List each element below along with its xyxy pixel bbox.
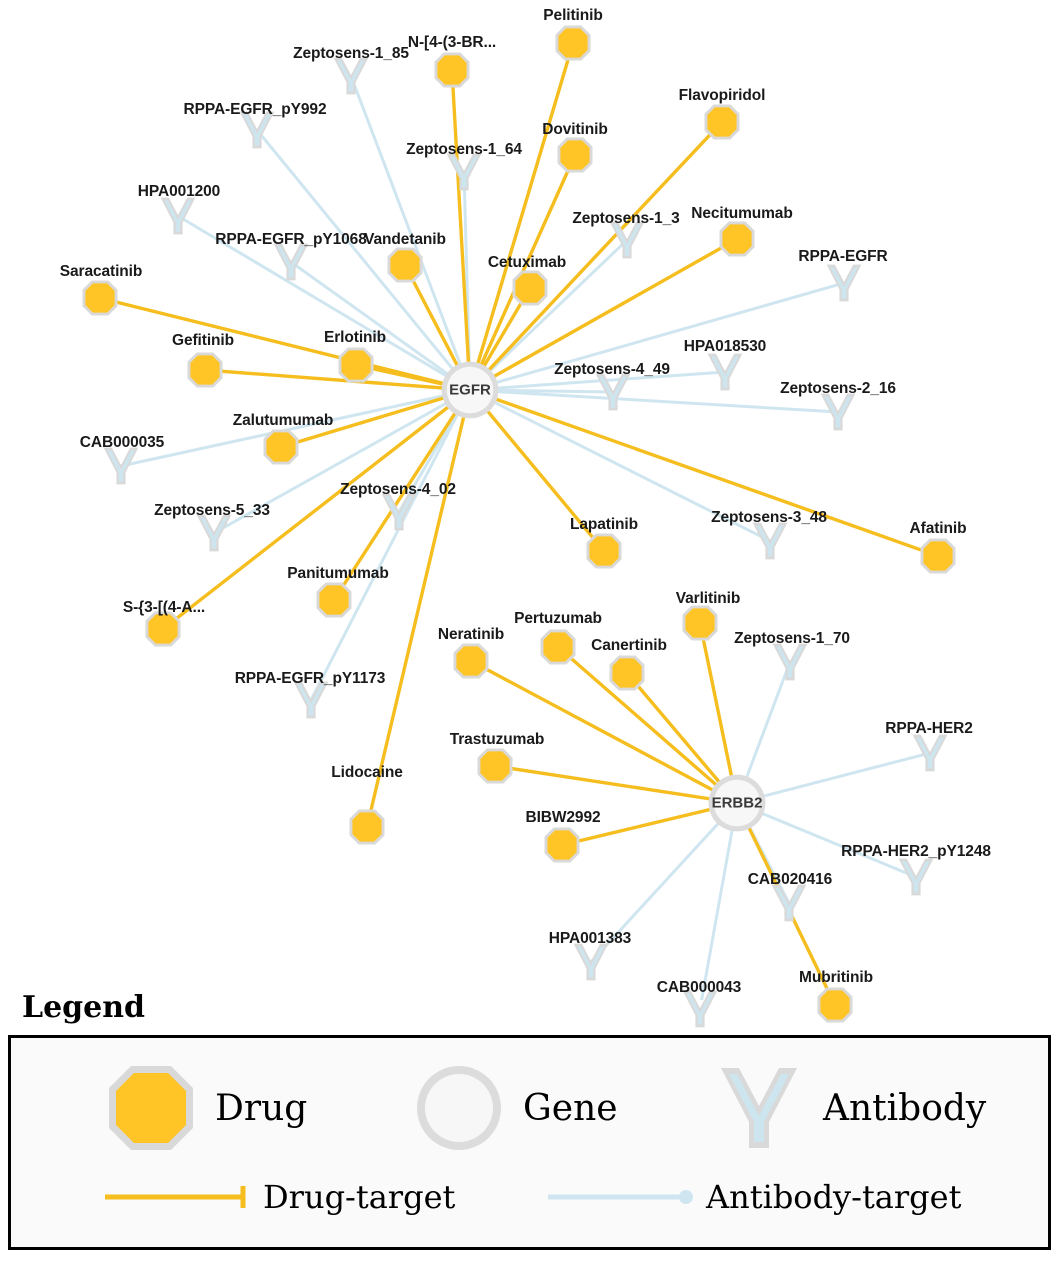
edge — [452, 70, 470, 390]
antibody-label: Zeptosens-3_48 — [711, 509, 827, 526]
edge — [470, 43, 573, 390]
antibody-label: HPA001200 — [137, 183, 221, 200]
legend-antibody-edge-label: Antibody-target — [706, 1178, 962, 1216]
drug-label: Lapatinib — [570, 516, 638, 533]
legend-antibody-label: Antibody — [823, 1087, 987, 1129]
drug-label: Panitumumab — [287, 565, 389, 582]
drug-label: Lidocaine — [331, 764, 403, 781]
gene-node-icon — [411, 1060, 507, 1156]
drug-node[interactable] — [510, 268, 550, 308]
drug-edge-icon — [103, 1182, 253, 1212]
drug-node[interactable] — [451, 641, 491, 681]
drug-label: Afatinib — [909, 520, 967, 537]
drug-node[interactable] — [918, 536, 958, 576]
drug-label: Gefitinib — [172, 332, 234, 349]
drug-label: Necitumumab — [691, 205, 793, 222]
drug-node[interactable] — [538, 627, 578, 667]
drug-label: Saracatinib — [59, 263, 143, 280]
drug-node[interactable] — [542, 825, 582, 865]
antibody-label: RPPA-EGFR_pY1173 — [234, 670, 386, 687]
antibody-edge-icon — [546, 1182, 696, 1212]
edge — [367, 390, 470, 827]
drug-label: N-[4-(3-BR... — [407, 34, 497, 51]
antibody-label: Zeptosens-2_16 — [780, 380, 896, 397]
antibody-node[interactable] — [894, 855, 938, 899]
drug-label: BIBW2992 — [525, 809, 601, 826]
drug-label: Dovitinib — [542, 121, 608, 138]
drug-node[interactable] — [80, 278, 120, 318]
legend-drug-label: Drug — [215, 1087, 308, 1129]
drug-node-icon — [103, 1060, 199, 1156]
drug-label: Erlotinib — [324, 329, 386, 346]
drug-node[interactable] — [702, 102, 742, 142]
antibody-label: HPA018530 — [683, 338, 767, 355]
drug-node[interactable] — [717, 219, 757, 259]
drug-node[interactable] — [336, 345, 376, 385]
antibody-label: Zeptosens-4_02 — [340, 481, 456, 498]
antibody-label: CAB000043 — [656, 979, 742, 996]
legend-box — [8, 1035, 1051, 1250]
drug-label: S-{3-[(4-A... — [122, 599, 206, 616]
drug-label: Mubritinib — [799, 969, 873, 986]
legend-gene-item — [411, 1060, 618, 1156]
antibody-node[interactable] — [822, 261, 866, 305]
drug-node[interactable] — [680, 603, 720, 643]
drug-node[interactable] — [555, 135, 595, 175]
antibody-label: CAB020416 — [747, 871, 833, 888]
legend — [8, 990, 1051, 1250]
drug-label: Pertuzumab — [514, 610, 602, 627]
antibody-node-icon — [711, 1060, 807, 1156]
antibody-label: Zeptosens-4_49 — [554, 361, 670, 378]
antibody-label: RPPA-EGFR_pY1068 — [215, 231, 367, 248]
legend-antibody-item — [711, 1060, 986, 1156]
drug-label: Varlitinib — [675, 590, 741, 607]
antibody-label: RPPA-HER2_pY1248 — [841, 843, 991, 860]
drug-label: Pelitinib — [543, 7, 603, 24]
antibody-label: RPPA-HER2 — [885, 720, 973, 737]
legend-gene-label: Gene — [523, 1087, 618, 1129]
drug-node[interactable] — [584, 531, 624, 571]
drug-label: Trastuzumab — [449, 731, 545, 748]
legend-antibody-edge-item — [546, 1178, 961, 1216]
antibody-label: CAB000035 — [79, 434, 165, 451]
drug-label: Vandetanib — [364, 231, 446, 248]
legend-title: Legend — [22, 990, 146, 1025]
drug-node[interactable] — [314, 580, 354, 620]
legend-drug-edge-item — [103, 1178, 455, 1216]
drug-label: Neratinib — [437, 626, 505, 643]
antibody-label: Zeptosens-5_33 — [154, 502, 270, 519]
drug-node[interactable] — [475, 746, 515, 786]
drug-node[interactable] — [385, 245, 425, 285]
edge — [311, 390, 470, 700]
antibody-label: HPA001383 — [548, 930, 632, 947]
gene-label-erbb2: ERBB2 — [711, 794, 763, 812]
legend-drug-item — [103, 1060, 307, 1156]
antibody-label: RPPA-EGFR_pY992 — [183, 101, 327, 118]
antibody-label: Zeptosens-1_70 — [734, 630, 850, 647]
drug-node[interactable] — [347, 807, 387, 847]
drug-label: Canertinib — [591, 637, 667, 654]
antibody-label: Zeptosens-1_64 — [406, 141, 522, 158]
gene-label-egfr: EGFR — [449, 381, 491, 399]
antibody-node[interactable] — [703, 350, 747, 394]
legend-drug-edge-label: Drug-target — [263, 1178, 456, 1216]
drug-node[interactable] — [553, 23, 593, 63]
drug-node[interactable] — [432, 50, 472, 90]
drug-label: Zalutumumab — [232, 412, 334, 429]
drug-node[interactable] — [261, 427, 301, 467]
drug-node[interactable] — [607, 653, 647, 693]
antibody-label: Zeptosens-1_3 — [572, 210, 680, 227]
drug-node[interactable] — [185, 350, 225, 390]
antibody-label: Zeptosens-1_85 — [293, 45, 409, 62]
antibody-label: RPPA-EGFR — [798, 248, 888, 265]
drug-label: Cetuximab — [487, 254, 567, 271]
drug-label: Flavopiridol — [678, 87, 766, 104]
